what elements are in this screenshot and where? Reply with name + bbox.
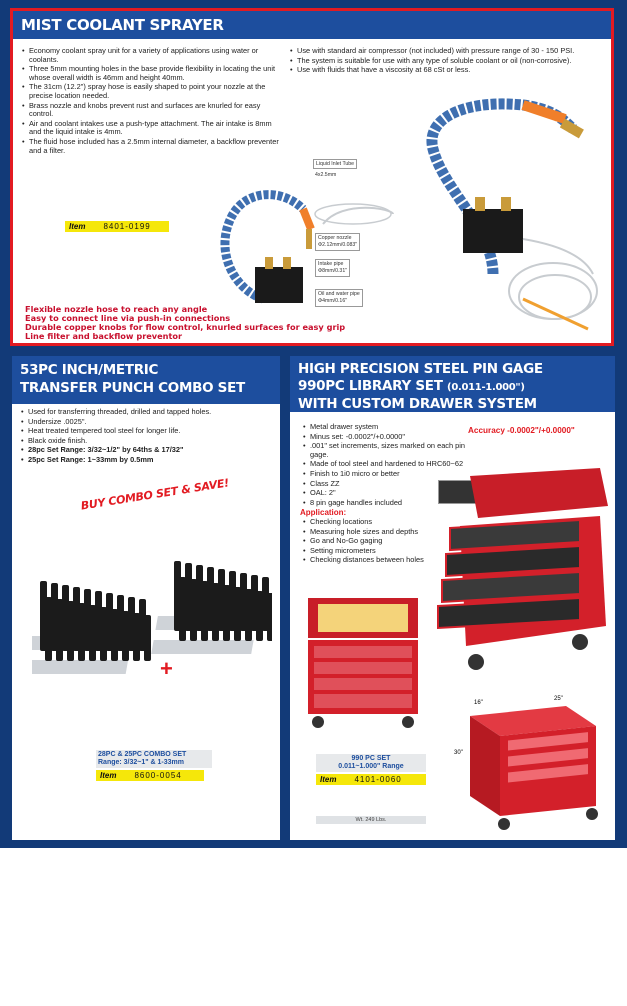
liquid-inlet-size: 4x2.5mm (315, 172, 337, 178)
feature-item: • Heat treated tempered tool steel for longer life. (20, 427, 276, 436)
punch-features (20, 408, 276, 466)
item-label: Item (320, 775, 337, 784)
feature-item: • The system is suitable for use with any type of soluble coolant or oil (non-corrosive). (289, 57, 607, 66)
combo-line2: Range: 3/32~1" & 1-33mm (98, 759, 184, 766)
feature-item: • OAL: 2" (302, 489, 472, 498)
punch-panel (12, 356, 280, 840)
punch-title-line2: TRANSFER PUNCH COMBO SET (20, 380, 245, 396)
feature-item: • Setting micrometers (302, 547, 472, 556)
feature-item: • Measuring hole sizes and depths (302, 528, 472, 537)
feature-item: • Go and No-Go gaging (302, 537, 472, 546)
transfer-punch (67, 601, 74, 661)
pingage-title-line1: HIGH PRECISION STEEL PIN GAGE (298, 361, 543, 377)
transfer-punch (256, 591, 263, 641)
transfer-punch (89, 605, 96, 661)
transfer-punch (133, 613, 140, 661)
sprayer-product-image (193, 79, 609, 341)
feature-item: • 28pc Set Range: 3/32~1/2" by 64ths & 17/32" (20, 446, 276, 455)
feature-item: • Class ZZ (302, 480, 472, 489)
transfer-punch (56, 599, 63, 661)
item-label: Item (69, 222, 86, 231)
sprayer-item-tag (65, 221, 169, 232)
transfer-punch (45, 597, 52, 661)
transfer-punch (245, 589, 252, 641)
pingage-title (290, 356, 615, 412)
claim-line: Flexible nozzle hose to reach any angle (25, 304, 208, 314)
item-label: Item (100, 771, 117, 780)
small-mixing-block (255, 267, 303, 303)
punch-title-line1: 53PC INCH/METRIC (20, 362, 159, 378)
feature-item: • Economy coolant spray unit for a variety of applications using water or coolants. (21, 47, 279, 64)
feature-item: • Air and coolant intakes use a push-type attachment. The air intake is 8mm and the liquid intake is 4mm. (21, 120, 279, 137)
sprayer-item-number: 8401-0199 (103, 222, 151, 231)
dim-height: 30" (454, 750, 463, 756)
sprayer-panel (10, 8, 614, 346)
accuracy-callout: Accuracy -0.0002"/+0.0000" (468, 426, 575, 435)
sprayer-claims (25, 305, 345, 341)
feature-item: • 8 pin gage handles included (302, 499, 472, 508)
transfer-punch (212, 583, 219, 641)
transfer-punch (190, 579, 197, 641)
transfer-punch (111, 609, 118, 661)
punch-product-image (32, 536, 272, 696)
feature-item: • Used for transferring threaded, drilled and tapped holes. (20, 408, 276, 417)
right-edge-strip (616, 10, 627, 846)
set-line2: 0.011~1.000" Range (338, 763, 404, 770)
transfer-punch (78, 603, 85, 661)
large-drawer-chest-image (430, 466, 610, 676)
claim-line: Easy to connect line via push-in connections (25, 313, 231, 323)
transfer-punch (223, 585, 230, 641)
feature-item: • .001" set increments, sizes marked on each pin gage. (302, 442, 472, 459)
liquid-inlet-label: Liquid Inlet Tube (313, 159, 357, 169)
dimensioned-chest-image (456, 696, 606, 836)
feature-item: • Metal drawer system (302, 423, 472, 432)
application-title: Application: (300, 508, 347, 517)
feature-item: • 25pc Set Range: 1~33mm by 0.5mm (20, 456, 276, 465)
pingage-panel (290, 356, 615, 840)
plus-sign: + (160, 656, 173, 681)
medium-drawer-chest-image (304, 594, 422, 730)
dim-width: 25" (554, 696, 563, 702)
feature-item: • Finish to 1i0 micro or better (302, 470, 472, 479)
transfer-punch (201, 581, 208, 641)
transfer-punch (234, 587, 241, 641)
feature-item: • Made of tool steel and hardened to HRC60~62 (302, 460, 472, 469)
weight-label: Wt. 249 Lbs. (316, 816, 426, 824)
pingage-title-line3: WITH CUSTOM DRAWER SYSTEM (298, 396, 537, 412)
feature-item: • Use with standard air compressor (not included) with pressure range of 30 - 150 PSI. (289, 47, 607, 56)
oil-water-pipe-label: Oil and water pipe Φ4mm/0.16" (315, 289, 363, 307)
set-box (316, 754, 426, 772)
set-line1: 990 PC SET (351, 755, 391, 762)
transfer-punch (122, 611, 129, 661)
combo-line1: 28PC & 25PC COMBO SET (98, 751, 187, 758)
pingage-title-line2: 990PC LIBRARY SET (0.011-1.000") (298, 378, 525, 394)
feature-item: • Checking distances between holes (302, 556, 472, 565)
pingage-item-number: 4101-0060 (354, 775, 402, 784)
feature-item: • Three 5mm mounting holes in the base provide flexibility in locating the unit whose overall width is 46mm and height 40mm. (21, 65, 279, 82)
transfer-punch (144, 615, 151, 661)
transfer-punch (179, 577, 186, 641)
sprayer-title: MIST COOLANT SPRAYER (13, 11, 611, 39)
feature-item: • Black oxide finish. (20, 437, 276, 446)
copper-nozzle-label: Copper nozzle Φ2.12mm/0.083" (315, 233, 360, 251)
intake-pipe-label: Intake pipe Φ8mm/0.31" (315, 259, 350, 277)
large-mixing-block (463, 209, 523, 253)
feature-item: • Checking locations (302, 518, 472, 527)
claim-line: Line filter and backflow preventor (25, 331, 183, 341)
combo-promo: BUY COMBO SET & SAVE! (79, 476, 230, 513)
combo-set-box (96, 750, 212, 768)
punch-stand-left (32, 581, 151, 674)
feature-item: • Use with fluids that have a viscosity at 68 cSt or less. (289, 66, 607, 75)
transfer-punch (267, 593, 272, 641)
claim-line: Durable copper knobs for flow control, knurled surfaces for easy grip (25, 322, 346, 332)
feature-item: • Minus set: -0.0002"/+0.0000" (302, 433, 472, 442)
pingage-item-tag (316, 774, 426, 785)
punch-stand-right (151, 561, 272, 654)
feature-item: • Undersize .0025". (20, 418, 276, 427)
feature-item: • The 31cm (12.2") spray hose is easily shaped to point your nozzle at the precise location needed. (21, 83, 279, 100)
sprayer-features-right (289, 47, 607, 76)
dim-depth: 16" (474, 700, 483, 706)
transfer-punch (100, 607, 107, 661)
feature-item: • Brass nozzle and knobs prevent rust and surfaces are knurled for easy control. (21, 102, 279, 119)
feature-item: • The fluid hose included has a 2.5mm internal diameter, a backflow preventer and a filter. (21, 138, 279, 155)
punch-item-number: 8600-0054 (134, 771, 182, 780)
punch-title (12, 356, 280, 404)
punch-item-tag (96, 770, 204, 781)
